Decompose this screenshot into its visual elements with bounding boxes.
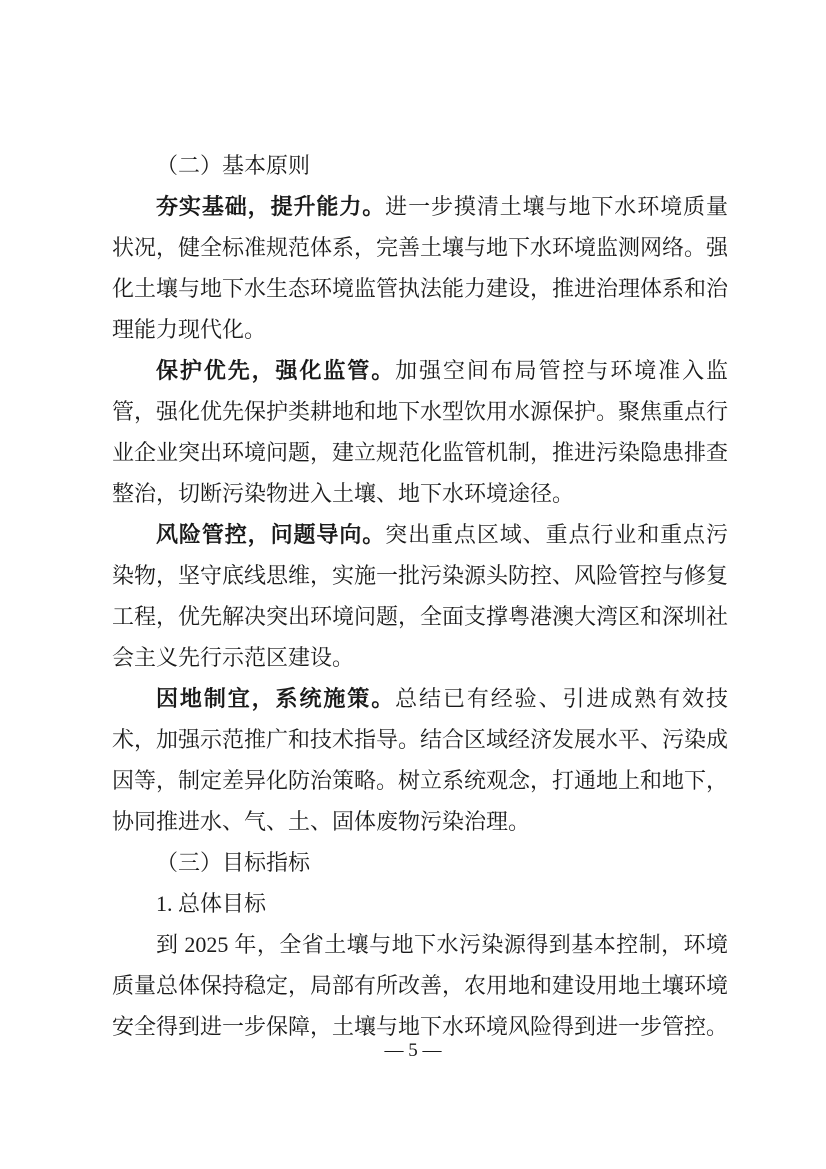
sub-heading-overall-target: 1. 总体目标	[156, 891, 267, 916]
paragraph-protection-first	[112, 350, 728, 514]
paragraph-text: 进一步摸清土壤与地下水环境质量状况，健全标准规范体系，完善土壤与地下水环境监测网络。强化土壤与地下水生态环境监管执法能力建设，推进治理体系和治理能力现代化。	[112, 194, 729, 342]
paragraph-lead: 风险管控，问题导向。	[156, 522, 386, 547]
paragraph-lead: 夯实基础，提升能力。	[156, 194, 386, 219]
paragraph-overall-target	[112, 924, 728, 1047]
paragraph-risk-control	[112, 514, 728, 678]
paragraph-local-conditions	[112, 678, 728, 842]
paragraph-solid-foundation	[112, 186, 728, 350]
section-heading-basic-principles: （二）基本原则	[156, 153, 311, 178]
paragraph-text: 总结已有经验、引进成熟有效技术，加强示范推广和技术指导。结合区域经济发展水平、污染成因等，制定差异化防治策略。树立系统观念，打通地上和地下，协同推进水、气、土、固体废物污染治理。	[112, 686, 729, 834]
paragraph-text: 加强空间布局管控与环境准入监管，强化优先保护类耕地和地下水型饮用水源保护。聚焦重点行业企业突出环境问题，建立规范化监管机制，推进污染隐患排查整治，切断污染物进入土壤、地下水环境途径。	[112, 358, 729, 506]
paragraph-lead: 因地制宜，系统施策。	[156, 686, 396, 711]
paragraph-text: 突出重点区域、重点行业和重点污染物，坚守底线思维，实施一批污染源头防控、风险管控与修复工程，优先解决突出环境问题，全面支撑粤港澳大湾区和深圳社会主义先行示范区建设。	[112, 522, 729, 670]
document-body	[112, 145, 728, 1047]
page-number: — 5 —	[384, 1040, 442, 1061]
paragraph-text: 到 2025 年，全省土壤与地下水污染源得到基本控制，环境质量总体保持稳定，局部有所改善，农用地和建设用地土壤环境安全得到进一步保障，土壤与地下水环境风险得到进一步管控。	[112, 932, 729, 1039]
paragraph-lead: 保护优先，强化监管。	[156, 358, 396, 383]
section-heading-target-indicators: （三）目标指标	[156, 850, 311, 875]
